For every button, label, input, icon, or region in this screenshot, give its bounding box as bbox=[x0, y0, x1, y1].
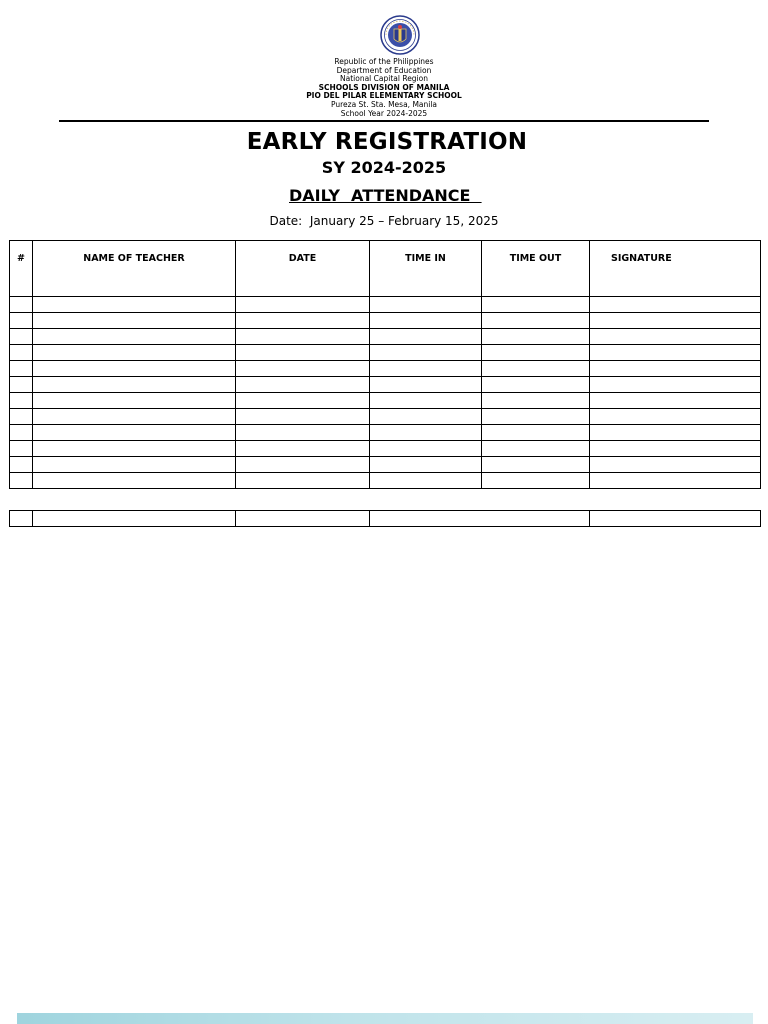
table-cell[interactable] bbox=[33, 345, 236, 361]
table-row bbox=[10, 441, 761, 457]
letterhead bbox=[0, 58, 768, 118]
table-cell[interactable] bbox=[370, 329, 482, 345]
table-cell[interactable] bbox=[482, 297, 590, 313]
table-cell[interactable] bbox=[482, 329, 590, 345]
footer-bar bbox=[17, 1013, 753, 1024]
table-header-row bbox=[10, 241, 761, 297]
letterhead-line: Republic of the Philippines bbox=[334, 57, 434, 66]
table-cell[interactable] bbox=[236, 345, 370, 361]
table-cell[interactable] bbox=[236, 441, 370, 457]
table-cell[interactable] bbox=[590, 425, 761, 441]
table-cell[interactable] bbox=[33, 329, 236, 345]
document-title: EARLY REGISTRATION bbox=[246, 129, 528, 155]
date-range: Date: January 25 – February 15, 2025 bbox=[269, 214, 499, 228]
table-cell[interactable] bbox=[482, 361, 590, 377]
table-cell[interactable] bbox=[370, 313, 482, 329]
table-cell[interactable] bbox=[10, 361, 33, 377]
table-cell[interactable] bbox=[10, 409, 33, 425]
table-row bbox=[10, 511, 761, 527]
table-row bbox=[10, 297, 761, 313]
table-cell[interactable] bbox=[33, 409, 236, 425]
table-cell[interactable] bbox=[370, 345, 482, 361]
table-cell[interactable] bbox=[482, 457, 590, 473]
table-cell[interactable] bbox=[236, 313, 370, 329]
table-row bbox=[10, 361, 761, 377]
table-cell[interactable] bbox=[590, 409, 761, 425]
column-header-time-in: TIME IN bbox=[370, 241, 482, 297]
table-cell[interactable] bbox=[10, 313, 33, 329]
table-row bbox=[10, 329, 761, 345]
table-cell[interactable] bbox=[236, 297, 370, 313]
table-cell[interactable] bbox=[33, 377, 236, 393]
column-header-signature: SIGNATURE bbox=[590, 241, 761, 297]
table-cell[interactable] bbox=[590, 297, 761, 313]
table-cell[interactable] bbox=[10, 345, 33, 361]
table-cell[interactable] bbox=[590, 441, 761, 457]
table-cell[interactable] bbox=[370, 441, 482, 457]
table-row bbox=[10, 425, 761, 441]
table-cell[interactable] bbox=[590, 473, 761, 489]
table-cell[interactable] bbox=[482, 425, 590, 441]
table-cell[interactable] bbox=[370, 393, 482, 409]
table-cell[interactable] bbox=[10, 441, 33, 457]
column-header-time-out: TIME OUT bbox=[482, 241, 590, 297]
table-cell[interactable] bbox=[482, 377, 590, 393]
letterhead-school-year: School Year 2024-2025 bbox=[340, 108, 428, 118]
table-cell[interactable] bbox=[236, 361, 370, 377]
table-cell[interactable] bbox=[236, 425, 370, 441]
column-header-name: NAME OF TEACHER bbox=[33, 241, 236, 297]
table-cell[interactable] bbox=[10, 425, 33, 441]
table-cell[interactable] bbox=[10, 329, 33, 345]
table-cell[interactable] bbox=[370, 361, 482, 377]
table-cell[interactable] bbox=[236, 473, 370, 489]
table-cell[interactable] bbox=[370, 377, 482, 393]
table-cell[interactable] bbox=[370, 511, 590, 527]
table-cell[interactable] bbox=[590, 345, 761, 361]
table-row bbox=[10, 377, 761, 393]
table-cell[interactable] bbox=[370, 473, 482, 489]
table-cell[interactable] bbox=[370, 297, 482, 313]
table-cell[interactable] bbox=[370, 425, 482, 441]
table-cell[interactable] bbox=[33, 313, 236, 329]
table-cell[interactable] bbox=[236, 511, 370, 527]
table-cell[interactable] bbox=[236, 393, 370, 409]
table-cell[interactable] bbox=[482, 313, 590, 329]
table-cell[interactable] bbox=[236, 457, 370, 473]
column-header-date: DATE bbox=[236, 241, 370, 297]
table-cell[interactable] bbox=[236, 329, 370, 345]
letterhead-division: SCHOOLS DIVISION OF MANILA bbox=[318, 82, 450, 92]
table-cell[interactable] bbox=[33, 473, 236, 489]
letterhead-line: National Capital Region bbox=[340, 74, 428, 84]
table-cell[interactable] bbox=[33, 297, 236, 313]
table-cell[interactable] bbox=[482, 345, 590, 361]
table-cell[interactable] bbox=[482, 441, 590, 457]
table-cell[interactable] bbox=[33, 425, 236, 441]
letterhead-school: PIO DEL PILAR ELEMENTARY SCHOOL bbox=[306, 91, 462, 101]
table-cell[interactable] bbox=[590, 313, 761, 329]
table-cell[interactable] bbox=[590, 457, 761, 473]
table-cell[interactable] bbox=[590, 361, 761, 377]
table-cell[interactable] bbox=[370, 409, 482, 425]
table-row bbox=[10, 313, 761, 329]
table-cell[interactable] bbox=[590, 393, 761, 409]
table-cell[interactable] bbox=[482, 473, 590, 489]
section-heading: DAILY ATTENDANCE bbox=[289, 186, 482, 205]
table-row bbox=[10, 409, 761, 425]
table-cell[interactable] bbox=[33, 393, 236, 409]
table-cell[interactable] bbox=[590, 329, 761, 345]
deped-seal-icon bbox=[380, 15, 420, 55]
table-row bbox=[10, 345, 761, 361]
table-cell[interactable] bbox=[370, 457, 482, 473]
attendance-table bbox=[9, 240, 761, 489]
table-cell[interactable] bbox=[10, 511, 33, 527]
table-cell[interactable] bbox=[10, 457, 33, 473]
table-cell[interactable] bbox=[33, 441, 236, 457]
table-cell[interactable] bbox=[33, 361, 236, 377]
table-cell[interactable] bbox=[10, 297, 33, 313]
table-row bbox=[10, 457, 761, 473]
table-cell[interactable] bbox=[482, 409, 590, 425]
table-cell[interactable] bbox=[590, 377, 761, 393]
header-divider bbox=[59, 120, 709, 122]
table-cell[interactable] bbox=[590, 511, 761, 527]
table-cell[interactable] bbox=[236, 409, 370, 425]
table-cell[interactable] bbox=[10, 473, 33, 489]
table-cell[interactable] bbox=[10, 393, 33, 409]
table-row bbox=[10, 393, 761, 409]
letterhead-address: Pureza St. Sta. Mesa, Manila bbox=[330, 99, 438, 109]
document-subtitle: SY 2024-2025 bbox=[321, 158, 447, 177]
table-cell[interactable] bbox=[33, 511, 236, 527]
table-row bbox=[10, 473, 761, 489]
table-cell[interactable] bbox=[33, 457, 236, 473]
letterhead-line: Department of Education bbox=[336, 65, 432, 75]
extra-row-table bbox=[9, 510, 761, 527]
table-cell[interactable] bbox=[482, 393, 590, 409]
column-header-number: # bbox=[10, 241, 33, 297]
table-cell[interactable] bbox=[236, 377, 370, 393]
table-cell[interactable] bbox=[10, 377, 33, 393]
